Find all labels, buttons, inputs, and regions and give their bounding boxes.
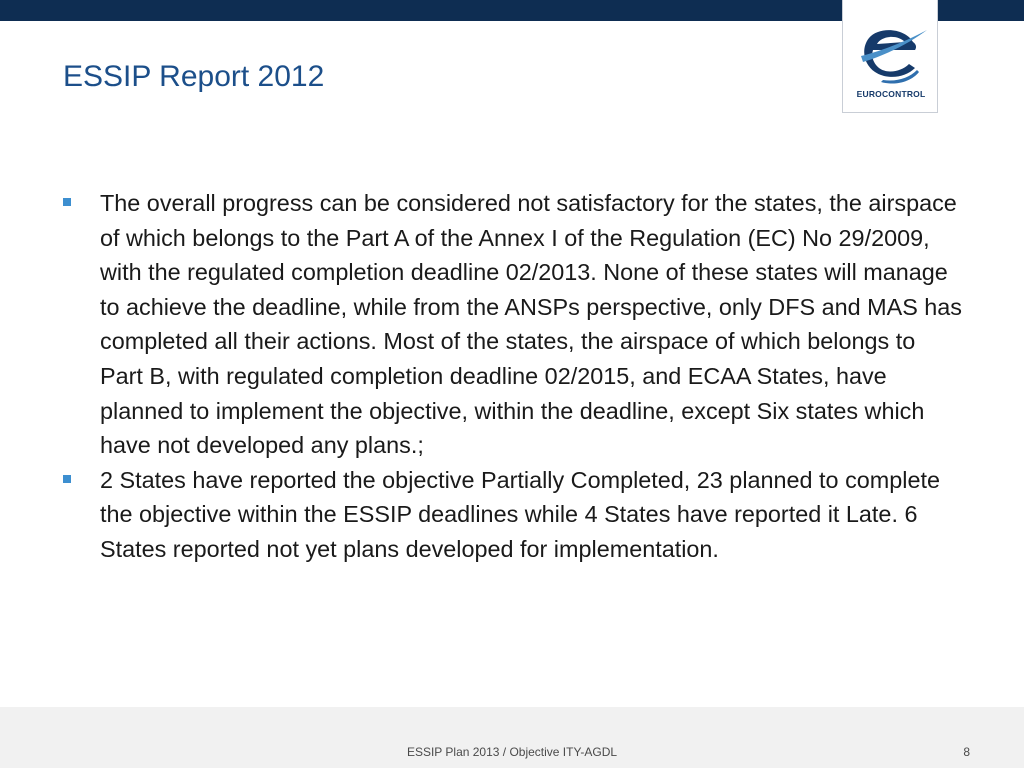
footer-caption: ESSIP Plan 2013 / Objective ITY-AGDL <box>406 745 618 759</box>
slide-title: ESSIP Report 2012 <box>63 60 325 93</box>
square-bullet-icon <box>63 198 71 206</box>
square-bullet-icon <box>63 475 71 483</box>
eurocontrol-logo <box>842 0 938 113</box>
bullet-item <box>62 463 962 567</box>
bullet-item <box>62 186 962 463</box>
bullet-text: 2 States have reported the objective Partially Completed, 23 planned to complete the objective within the ESSIP deadlines while 4 States have reported it Late. 6 States reported not yet plans developed for implementation. <box>100 466 940 562</box>
bullet-list <box>62 186 962 567</box>
logo-wordmark: EUROCONTROL <box>856 89 926 99</box>
bullet-text: The overall progress can be considered not satisfactory for the states, the airspace of which belongs to the Part A of the Annex I of the Regulation (EC) No 29/2009, with the regulated completion deadline 02/2013. None of these states will manage to achieve the deadline, while from the ANSPs perspective, only DFS and MAS has completed all their actions. Most of the states, the airspace of which belongs to Part B, with regulated completion deadline 02/2015, and ECAA States, have planned to implement the objective, within the deadline, except Six states which have not developed any plans.; <box>100 190 963 459</box>
page-number: 8 <box>963 745 970 759</box>
eurocontrol-emblem-icon <box>853 22 929 86</box>
